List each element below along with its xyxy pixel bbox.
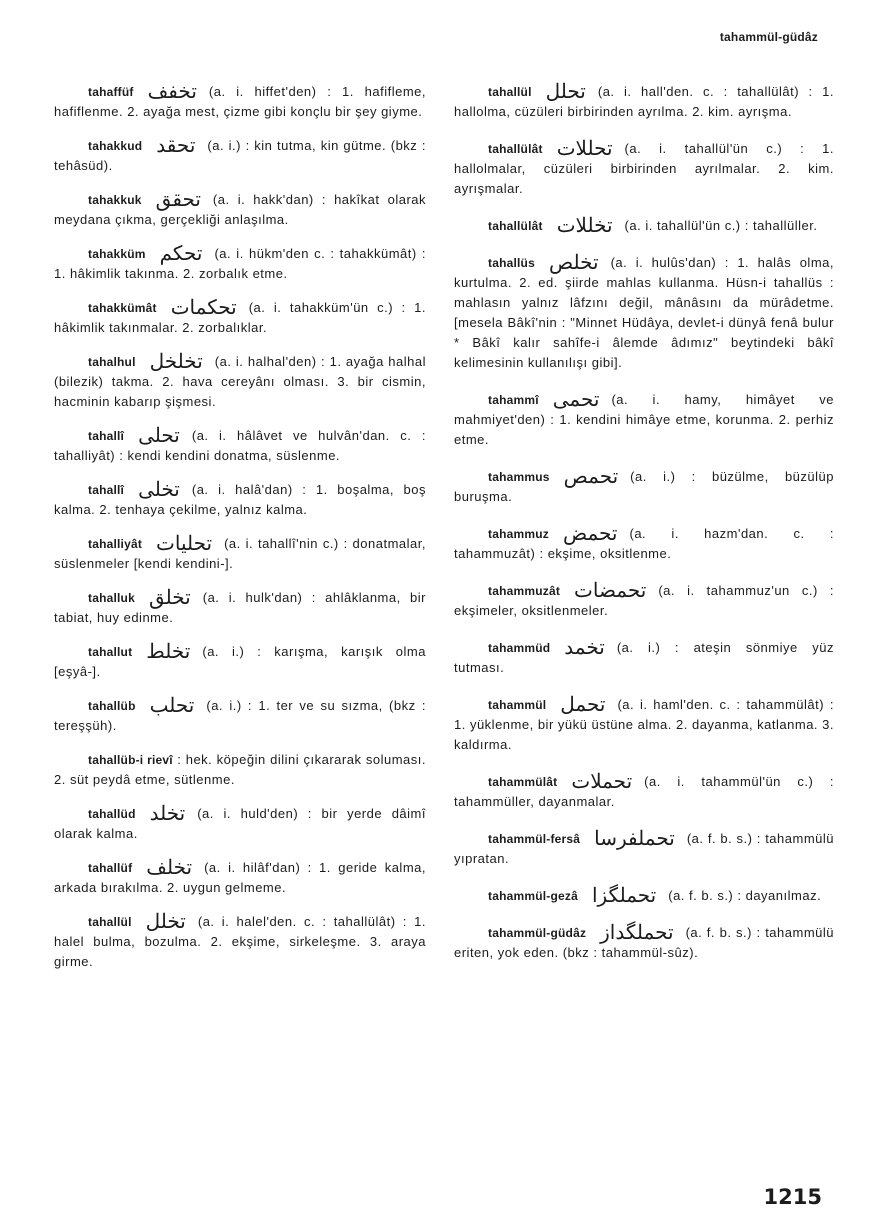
entry-definition: (a. i. tahammül'ün c.) : tahammüller, dayanmalar.	[454, 774, 834, 809]
entry-headword: tahakkümât	[88, 301, 157, 315]
dictionary-entry	[54, 585, 426, 628]
dictionary-entry	[454, 692, 834, 755]
entry-definition: (a. i. hilâf'dan) : 1. geride kalma, arkada bırakılma. 2. uygun gelmeme.	[54, 860, 426, 895]
dictionary-entry	[54, 801, 426, 844]
dictionary-entry	[54, 531, 426, 574]
entry-headword: tahalliyât	[88, 537, 143, 551]
entry-definition: (a. i. haml'den. c. : tahammülât) : 1. yüklenme, bir yükü üstüne alma. 2. dayanma, katlanma. 3. kaldırma.	[454, 697, 834, 752]
entry-headword: tahammül-fersâ	[488, 832, 581, 846]
entry-definition: (a. i.) : karışma, karışık olma [eşyâ-].	[54, 644, 426, 679]
dictionary-entry	[454, 883, 834, 907]
dictionary-entry	[54, 349, 426, 412]
entry-definition: (a. i.) : 1. ter ve su sızma, (bkz : tereşşüh).	[54, 698, 426, 733]
entry-headword: tahammuzât	[488, 584, 561, 598]
dictionary-entry	[54, 241, 426, 284]
dictionary-entry	[54, 187, 426, 230]
dictionary-entry	[454, 464, 834, 507]
entry-arabic-script: تخلق	[148, 585, 191, 609]
dictionary-entry	[454, 578, 834, 621]
entry-definition: (a. i. tahammuz'un c.) : ekşimeler, oksitlenmeler.	[454, 583, 834, 618]
entry-definition: (a. i. hiffet'den) : 1. hafifleme, hafiflenme. 2. ayağa mest, çizme gibi konçlu bir şey giyme.	[54, 84, 426, 119]
entry-definition: (a. f. b. s.) : dayanılmaz.	[668, 888, 822, 903]
entry-headword: tahallüb	[88, 699, 136, 713]
entry-headword: tahallülât	[488, 142, 543, 156]
dictionary-entry	[454, 635, 834, 678]
dictionary-entry	[454, 213, 834, 237]
running-head: tahammül-güdâz	[719, 30, 818, 44]
entry-headword: tahallüb-i rievî	[88, 753, 173, 767]
entry-definition: (a. i. hamy, himâyet ve mahmiyet'den) : 1. kendini himâye etme, korunma. 2. perhiz etme.	[454, 392, 834, 447]
entry-arabic-script: تخلخل	[149, 349, 203, 373]
entry-arabic-script: تحللات	[556, 136, 613, 160]
entry-definition: (a. i. hâlâvet ve hulvân'dan. c. : tahalliyât) : kendi kendini donatma, süslenme.	[54, 428, 426, 463]
entry-definition: (a. f. b. s.) : tahammülü eriten, yok eden. (bkz : tahammül-sûz).	[454, 925, 834, 960]
entry-definition: (a. i. halâ'dan) : 1. boşalma, boş kalma. 2. tenhaya çekilme, yalnız kalma.	[54, 482, 426, 517]
entry-arabic-script: تخلى	[138, 477, 180, 501]
entry-headword: tahallut	[88, 645, 133, 659]
entry-definition: (a. i. hall'den. c. : tahallülât) : 1. hallolma, cüzüleri birbirinden ayrılma. 2. kim. ayrışma.	[454, 84, 834, 119]
entry-headword: tahaffüf	[88, 85, 134, 99]
entry-definition: (a. i. hazm'dan. c. : tahammuzât) : ekşime, oksitlenme.	[454, 526, 834, 561]
entry-headword: tahallüf	[88, 861, 133, 875]
entry-definition: (a. i.) : büzülme, büzülüp buruşma.	[454, 469, 834, 504]
dictionary-entry	[454, 521, 834, 564]
entry-headword: tahammî	[488, 393, 539, 407]
entry-arabic-script: تحمضات	[574, 578, 647, 602]
entry-arabic-script: تحملات	[571, 769, 633, 793]
entry-definition: (a. i. halel'den. c. : tahallülât) : 1. halel bulma, bozulma. 2. ekşime, sirkeleşme. 3. araya girme.	[54, 914, 426, 969]
entry-arabic-script: تحلى	[138, 423, 180, 447]
entry-arabic-script: تخلف	[146, 855, 193, 879]
entry-arabic-script: تحلب	[149, 693, 195, 717]
dictionary-entry	[54, 295, 426, 338]
dictionary-entry	[454, 387, 834, 450]
dictionary-entry	[54, 909, 426, 972]
entry-arabic-script: تخلص	[548, 250, 599, 274]
dictionary-entry	[454, 826, 834, 869]
dictionary-entry	[54, 477, 426, 520]
entry-headword: tahalhul	[88, 355, 136, 369]
entry-arabic-script: تخمد	[564, 635, 605, 659]
dictionary-entry	[54, 79, 426, 122]
entry-headword: tahammülât	[488, 775, 558, 789]
entry-definition: : hek. köpeğin dilini çıkararak soluması. 2. süt peydâ etme, sütlenme.	[54, 752, 426, 787]
entry-headword: tahalluk	[88, 591, 135, 605]
dictionary-entry	[54, 639, 426, 682]
entry-definition: (a. i.) : ateşin sönmiye yüz tutması.	[454, 640, 834, 675]
entry-arabic-script: تخلل	[145, 909, 186, 933]
dictionary-entry	[54, 133, 426, 176]
entry-arabic-script: تحمى	[552, 387, 600, 411]
dictionary-entry	[54, 693, 426, 736]
entry-definition: (a. i. halhal'den) : 1. ayağa halhal (bilezik) takma. 2. hava cereyânı olması. 3. bir cismin, hacminin kabarıp şişmesi.	[54, 354, 426, 409]
entry-headword: tahammüd	[488, 641, 551, 655]
entry-definition: (a. i. hükm'den c. : tahakkümât) : 1. hâkimlik takınma. 2. zorbalık etme.	[54, 246, 426, 281]
dictionary-entry	[454, 250, 834, 373]
entry-definition: (a. i.) : kin tutma, kin gütme. (bkz : tehâsüd).	[54, 138, 426, 173]
entry-headword: tahammuz	[488, 527, 549, 541]
right-column	[454, 79, 834, 980]
entry-arabic-script: تخلد	[149, 801, 186, 825]
entry-definition: (a. i. hulûs'dan) : 1. halâs olma, kurtulma. 2. ed. şiirde mahlas kullanma. Hüsn-i tahallüs : mahlasın yalnız lâfzını değil, mânâsını da mürâdetme. [mesela Bâkî'nin : "Minnet Hüdâya, devlet-i dünyâ fenâ bulur * Bâkî kalır sahîfe-i âlemde âdımız" beytindeki bâkî kelimesinin kullanılışı gibi].	[454, 255, 834, 370]
entry-headword: tahammül-gezâ	[488, 889, 578, 903]
entry-definition: (a. i. tahallî'nin c.) : donatmalar, süslenmeler [kendi kendini-].	[54, 536, 426, 571]
entry-headword: tahallülât	[488, 219, 543, 233]
left-column	[54, 79, 426, 986]
entry-arabic-script: تحليات	[156, 531, 213, 555]
entry-headword: tahallî	[88, 483, 125, 497]
entry-arabic-script: تحكم	[159, 241, 203, 265]
dictionary-entry	[454, 769, 834, 812]
dictionary-entry	[54, 855, 426, 898]
entry-arabic-script: تحكمات	[170, 295, 237, 319]
entry-headword: tahallüd	[88, 807, 136, 821]
entry-definition: (a. f. b. s.) : tahammülü yıpratan.	[454, 831, 834, 866]
entry-definition: (a. i. huld'den) : bir yerde dâimî olarak kalma.	[54, 806, 426, 841]
entry-arabic-script: تحقد	[156, 133, 196, 157]
entry-definition: (a. i. hulk'dan) : ahlâklanma, bir tabiat, huy edinme.	[54, 590, 426, 625]
entry-arabic-script: تحمص	[563, 464, 619, 488]
dictionary-entry	[454, 79, 834, 122]
dictionary-entry	[454, 136, 834, 199]
entry-arabic-script: تحمض	[562, 521, 618, 545]
entry-arabic-script: تحملفرسا	[594, 826, 675, 850]
entry-headword: tahakkuk	[88, 193, 142, 207]
entry-headword: tahammus	[488, 470, 550, 484]
entry-headword: tahallî	[88, 429, 125, 443]
entry-arabic-script: تخلط	[146, 639, 191, 663]
entry-arabic-script: تحلل	[545, 79, 586, 103]
page-number: 1215	[763, 1185, 822, 1209]
entry-arabic-script: تحملگزا	[591, 883, 657, 907]
entry-arabic-script: تحملگداز	[600, 920, 674, 944]
entry-headword: tahakküm	[88, 247, 146, 261]
dictionary-entry	[454, 920, 834, 963]
entry-headword: tahammül-güdâz	[488, 926, 587, 940]
entry-definition: (a. i. tahallül'ün c.) : 1. hallolmalar, cüzüleri birbirinden ayrılmalar. 2. kim. ayrışmalar.	[454, 141, 834, 196]
entry-arabic-script: تحمل	[560, 692, 606, 716]
entry-headword: tahallüs	[488, 256, 535, 270]
dictionary-entry	[54, 750, 426, 790]
entry-headword: tahallül	[88, 915, 132, 929]
entry-arabic-script: تخفف	[147, 79, 197, 103]
entry-headword: tahammül	[488, 698, 547, 712]
entry-definition: (a. i. tahallül'ün c.) : tahallüller.	[624, 218, 818, 233]
entry-definition: (a. i. hakk'dan) : hakîkat olarak meydana çıkma, gerçekliği anlaşılma.	[54, 192, 426, 227]
entry-arabic-script: تحقق	[155, 187, 201, 211]
dictionary-entry	[54, 423, 426, 466]
entry-arabic-script: تخللات	[556, 213, 613, 237]
entry-definition: (a. i. tahakküm'ün c.) : 1. hâkimlik takınmalar. 2. zorbalıklar.	[54, 300, 426, 335]
entry-headword: tahakkud	[88, 139, 143, 153]
entry-headword: tahallül	[488, 85, 532, 99]
